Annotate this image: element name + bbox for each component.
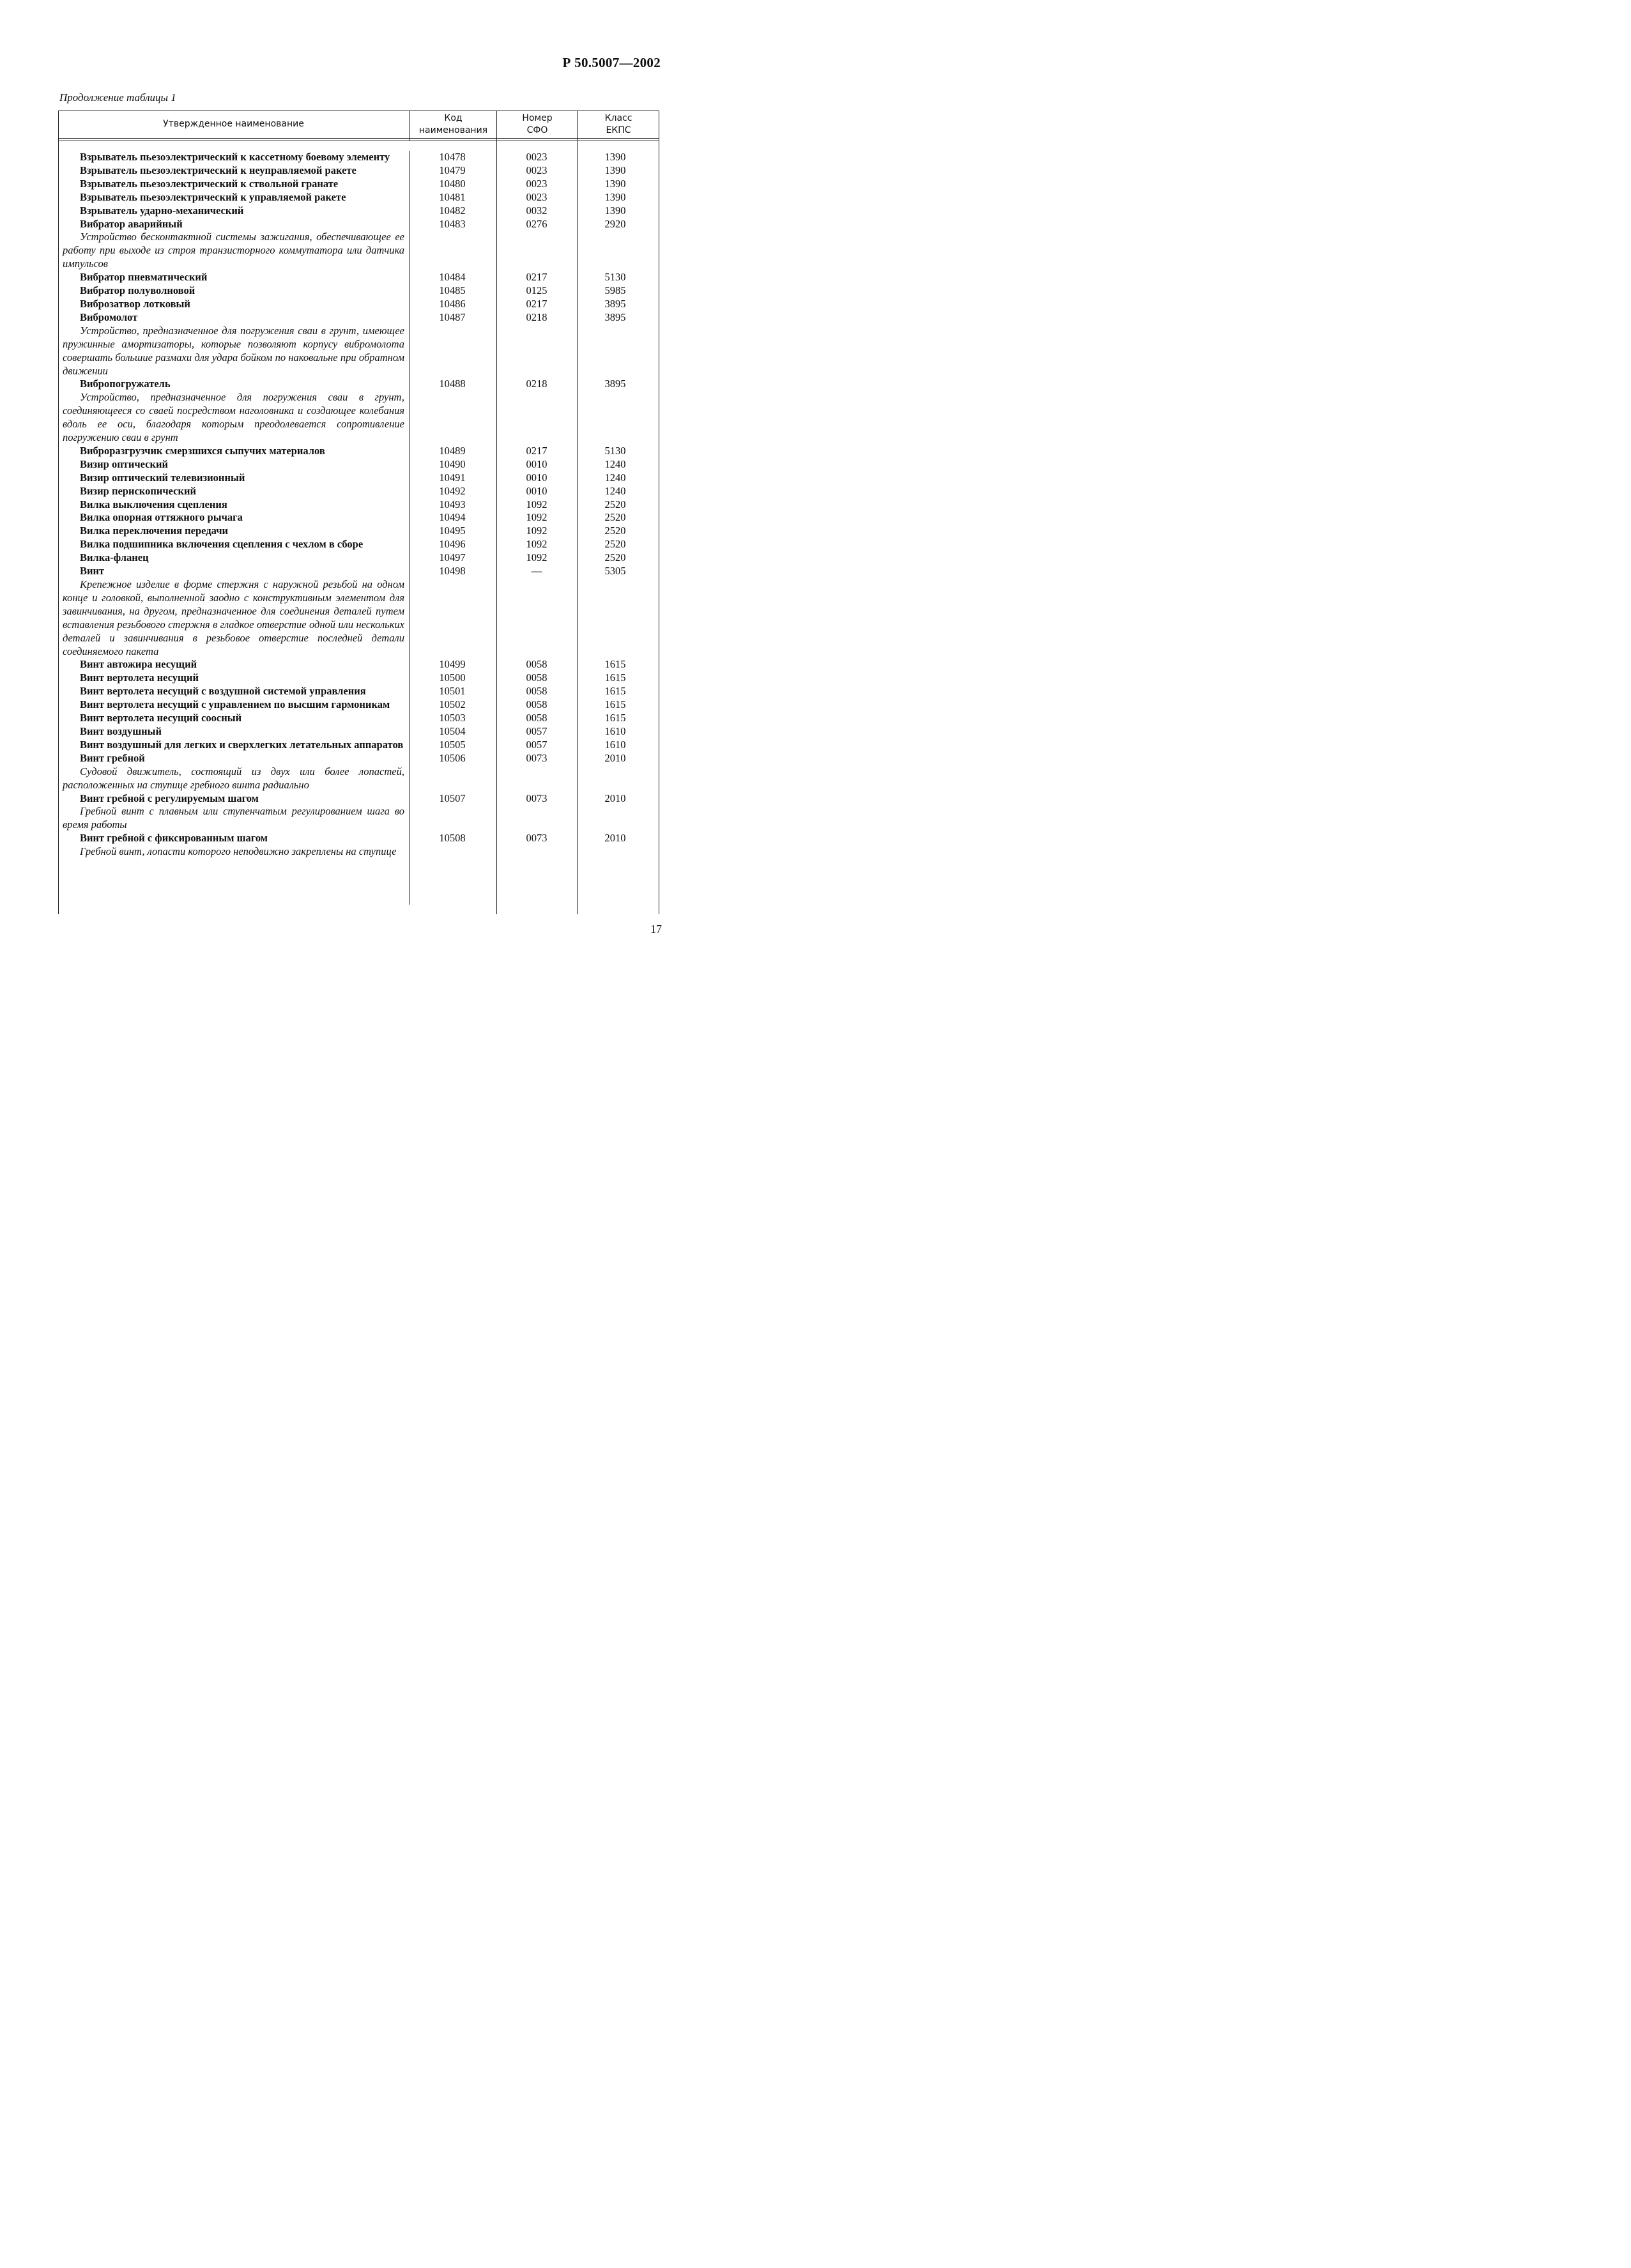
table-row — [58, 565, 659, 578]
column-divider-1 — [409, 111, 410, 141]
item-name: Визир оптический телевизионный — [80, 471, 245, 484]
item-sfo: 0276 — [526, 217, 547, 230]
header-ekps: Класс ЕКПС — [604, 112, 632, 135]
table-row — [58, 685, 659, 698]
item-name: Взрыватель пьезоэлектрический к управляемой ракете — [80, 190, 346, 203]
item-sfo: 0057 — [526, 724, 547, 737]
item-code: 10478 — [439, 151, 466, 163]
item-sfo: 0058 — [526, 685, 547, 698]
item-name: Вилка опорная оттяжного рычага — [80, 511, 243, 524]
item-sfo: — — [531, 565, 542, 578]
description-row — [58, 578, 659, 658]
item-ekps: 1390 — [604, 177, 626, 190]
item-code: 10491 — [439, 471, 466, 484]
item-description: Устройство, предназначенное для погружения сваи в грунт, имеющее пружинные амортизаторы, которые позволяют корпусу вибромолота совершать большие размахи для удара бойком по наковальне при обратном движении — [63, 324, 404, 377]
item-name: Визир оптический — [80, 457, 168, 470]
item-sfo: 0032 — [526, 204, 547, 217]
item-code: 10498 — [439, 565, 466, 578]
item-sfo: 0073 — [526, 832, 547, 845]
item-ekps: 1615 — [604, 698, 626, 711]
item-code: 10495 — [439, 525, 466, 537]
header-name: Утвержденное наименование — [163, 119, 304, 129]
header-sfo: Номер СФО — [522, 112, 553, 135]
item-ekps: 2520 — [604, 498, 626, 510]
item-sfo: 0058 — [526, 658, 547, 671]
table-row — [58, 792, 659, 806]
table-row — [58, 204, 659, 218]
item-description: Судовой движитель, состоящий из двух или более лопастей, расположенных на ступице гребного винта радиально — [63, 765, 404, 791]
item-code: 10504 — [439, 724, 466, 737]
item-code: 10496 — [439, 538, 466, 551]
item-sfo: 0010 — [526, 471, 547, 484]
item-ekps: 5130 — [604, 444, 626, 457]
item-code: 10501 — [439, 685, 466, 698]
item-sfo: 0058 — [526, 671, 547, 684]
item-ekps: 1390 — [604, 151, 626, 163]
item-ekps: 3895 — [604, 297, 626, 310]
item-code: 10502 — [439, 698, 466, 711]
item-sfo: 0010 — [526, 457, 547, 470]
item-name: Вибратор аварийный — [80, 217, 183, 230]
item-ekps: 1240 — [604, 457, 626, 470]
item-sfo: 0023 — [526, 177, 547, 190]
description-row — [58, 805, 659, 832]
item-code: 10484 — [439, 271, 466, 284]
item-sfo: 0058 — [526, 698, 547, 711]
item-code: 10483 — [439, 217, 466, 230]
item-name: Виброразгрузчик смерзшихся сыпучих материалов — [80, 444, 325, 457]
item-code: 10479 — [439, 164, 466, 176]
item-ekps: 1615 — [604, 658, 626, 671]
item-ekps: 2520 — [604, 551, 626, 564]
item-sfo: 0023 — [526, 164, 547, 176]
item-sfo: 0023 — [526, 151, 547, 163]
table-row — [58, 458, 659, 471]
item-sfo: 0010 — [526, 484, 547, 497]
item-code: 10499 — [439, 658, 466, 671]
item-code: 10505 — [439, 738, 466, 751]
item-name: Винт гребной — [80, 751, 145, 764]
item-name: Винт гребной с регулируемым шагом — [80, 792, 259, 804]
item-sfo: 0058 — [526, 712, 547, 724]
item-name: Винт вертолета несущий соосный — [80, 712, 242, 724]
table-row — [58, 151, 659, 164]
item-name: Взрыватель ударно-механический — [80, 204, 244, 217]
item-description: Устройство бесконтактной системы зажигания, обеспечивающее ее работу при выходе из строя транзисторного коммутатора или датчика импульсов — [63, 231, 404, 270]
item-description: Гребной винт с плавным или ступенчатым регулированием шага во время работы — [63, 805, 404, 831]
item-name: Вилка подшипника включения сцепления с чехлом в сборе — [80, 538, 364, 551]
table-row — [58, 525, 659, 538]
item-ekps: 1615 — [604, 671, 626, 684]
item-ekps: 1610 — [604, 724, 626, 737]
item-name: Взрыватель пьезоэлектрический к кассетному боевому элементу — [80, 151, 390, 163]
table-row — [58, 551, 659, 565]
item-code: 10490 — [439, 457, 466, 470]
item-name: Вибропогружатель — [80, 378, 171, 390]
table-row — [58, 752, 659, 765]
item-ekps: 1240 — [604, 484, 626, 497]
table-row — [58, 712, 659, 725]
table-row — [58, 671, 659, 685]
table-row — [58, 471, 659, 485]
document-code: Р 50.5007—2002 — [562, 55, 661, 70]
item-code: 10506 — [439, 751, 466, 764]
table-row — [58, 538, 659, 551]
table-row — [58, 311, 659, 325]
item-name: Вилка переключения передачи — [80, 525, 229, 537]
table-row — [58, 164, 659, 178]
table-row — [58, 378, 659, 391]
item-code: 10493 — [439, 498, 466, 510]
table-row — [58, 271, 659, 284]
description-row — [58, 391, 659, 445]
table-row — [58, 511, 659, 525]
item-name: Вибромолот — [80, 310, 138, 323]
item-code: 10485 — [439, 284, 466, 297]
item-sfo: 1092 — [526, 551, 547, 564]
item-name: Винт гребной с фиксированным шагом — [80, 832, 268, 845]
item-name: Визир перископический — [80, 484, 197, 497]
item-description: Устройство, предназначенное для погружения сваи в грунт, соединяющееся со сваей посредством наголовника и создающее колебания вдоль ее оси, благодаря которым преодолевается сопротивление погружению сваи в грунт — [63, 391, 404, 444]
item-code: 10489 — [439, 444, 466, 457]
table-body — [58, 151, 659, 859]
item-ekps: 2010 — [604, 792, 626, 804]
description-row — [58, 765, 659, 792]
item-ekps: 3895 — [604, 378, 626, 390]
table-row — [58, 498, 659, 512]
item-sfo: 1092 — [526, 538, 547, 551]
item-ekps: 5130 — [604, 271, 626, 284]
item-ekps: 5305 — [604, 565, 626, 578]
item-ekps: 1615 — [604, 712, 626, 724]
item-description: Гребной винт, лопасти которого неподвижно закреплены на ступице — [80, 845, 397, 858]
item-ekps: 2520 — [604, 538, 626, 551]
item-ekps: 3895 — [604, 310, 626, 323]
item-name: Вибратор полуволновой — [80, 284, 195, 297]
item-sfo: 0073 — [526, 751, 547, 764]
header-divider — [58, 138, 659, 139]
description-row — [58, 231, 659, 271]
table-row — [58, 298, 659, 311]
item-code: 10494 — [439, 511, 466, 524]
item-name: Винт воздушный для легких и сверхлегких летательных аппаратов — [80, 738, 404, 751]
item-sfo: 0073 — [526, 792, 547, 804]
item-sfo: 0217 — [526, 444, 547, 457]
table-row — [58, 698, 659, 712]
item-sfo: 1092 — [526, 511, 547, 524]
item-code: 10482 — [439, 204, 466, 217]
item-ekps: 1390 — [604, 190, 626, 203]
item-code: 10481 — [439, 190, 466, 203]
item-sfo: 0125 — [526, 284, 547, 297]
item-ekps: 2010 — [604, 832, 626, 845]
item-name: Винт вертолета несущий с воздушной системой управления — [80, 685, 366, 698]
item-name: Взрыватель пьезоэлектрический к неуправляемой ракете — [80, 164, 356, 176]
item-code: 10487 — [439, 310, 466, 323]
table-row — [58, 445, 659, 458]
table-row — [58, 284, 659, 298]
item-name: Винт воздушный — [80, 724, 162, 737]
header-code: Код наименования — [418, 112, 488, 135]
item-name: Вибратор пневматический — [80, 271, 208, 284]
item-ekps: 1390 — [604, 204, 626, 217]
table-row — [58, 739, 659, 752]
item-sfo: 0218 — [526, 310, 547, 323]
description-row — [58, 845, 659, 859]
item-name: Винт вертолета несущий — [80, 671, 199, 684]
item-name: Винт автожира несущий — [80, 658, 197, 671]
table-row — [58, 832, 659, 845]
item-code: 10500 — [439, 671, 466, 684]
item-name: Вилка-фланец — [80, 551, 149, 564]
item-ekps: 2520 — [604, 525, 626, 537]
item-sfo: 0057 — [526, 738, 547, 751]
item-ekps: 1240 — [604, 471, 626, 484]
item-code: 10488 — [439, 378, 466, 390]
table-row — [58, 725, 659, 739]
item-name: Виброзатвор лотковый — [80, 297, 190, 310]
item-ekps: 1610 — [604, 738, 626, 751]
data-table — [58, 111, 659, 914]
item-name: Винт — [80, 565, 105, 578]
item-description: Крепежное изделие в форме стержня с наружной резьбой на одном конце и головкой, выполненной заодно с конструктивным элементом для завинчивания, на другом, предназначенное для соединения деталей путем вставления резьбового стержня в гладкое отверстие одной или нескольких деталей и завинчивания в резьбовое отверстие последней детали соединяемого пакета — [63, 578, 404, 657]
item-name: Вилка выключения сцепления — [80, 498, 227, 510]
table-row — [58, 485, 659, 498]
item-code: 10492 — [439, 484, 466, 497]
description-row — [58, 325, 659, 378]
table-row — [58, 658, 659, 671]
item-ekps: 2010 — [604, 751, 626, 764]
item-code: 10507 — [439, 792, 466, 804]
table-caption: Продолжение таблицы 1 — [59, 91, 176, 103]
item-code: 10486 — [439, 297, 466, 310]
item-sfo: 0218 — [526, 378, 547, 390]
table-row — [58, 178, 659, 191]
item-name: Взрыватель пьезоэлектрический к ствольной гранате — [80, 177, 339, 190]
table-row — [58, 218, 659, 231]
item-sfo: 0023 — [526, 190, 547, 203]
item-code: 10508 — [439, 832, 466, 845]
item-code: 10503 — [439, 712, 466, 724]
item-sfo: 0217 — [526, 297, 547, 310]
item-code: 10480 — [439, 177, 466, 190]
item-code: 10497 — [439, 551, 466, 564]
item-sfo: 1092 — [526, 525, 547, 537]
item-ekps: 2520 — [604, 511, 626, 524]
item-sfo: 0217 — [526, 271, 547, 284]
item-name: Винт вертолета несущий с управлением по высшим гармоникам — [80, 698, 390, 711]
item-ekps: 1390 — [604, 164, 626, 176]
page-number: 17 — [650, 923, 662, 935]
table-row — [58, 191, 659, 204]
item-ekps: 2920 — [604, 217, 626, 230]
item-ekps: 5985 — [604, 284, 626, 297]
item-sfo: 1092 — [526, 498, 547, 510]
item-ekps: 1615 — [604, 685, 626, 698]
